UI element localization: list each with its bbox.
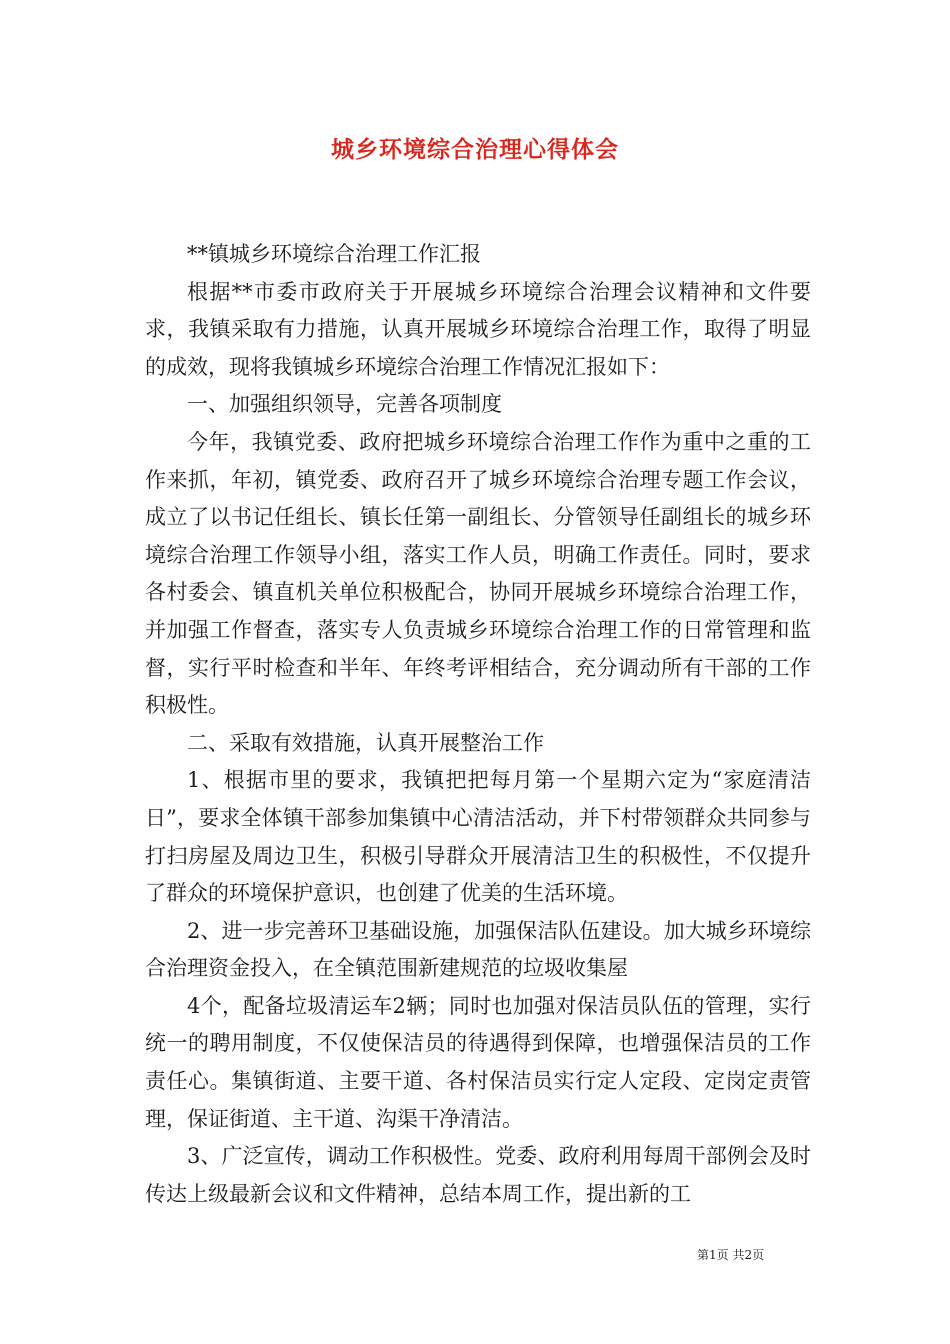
- report-heading: **镇城乡环境综合治理工作汇报: [187, 242, 481, 266]
- item-3-paragraph: 3、广泛宣传，调动工作积极性。党委、政府利用每周干部例会及时传达上级最新会议和文件精神，总结本周工作，提出新的工: [145, 1144, 811, 1206]
- item-2-paragraph: 2、进一步完善环卫基础设施，加强保洁队伍建设。加大城乡环境综合治理资金投入，在全镇范围新建规范的垃圾收集屋: [145, 918, 811, 981]
- document-body: [145, 236, 811, 1213]
- section-1-paragraph: 今年，我镇党委、政府把城乡环境综合治理工作作为重中之重的工作来抓，年初，镇党委、政府召开了城乡环境综合治理专题工作会议，成立了以书记任组长、镇长任第一副组长、分管领导任副组长的城乡环境综合治理工作领导小组，落实工作人员，明确工作责任。同时，要求各村委会、镇直机关单位积极配合，协同开展城乡环境综合治理工作，并加强工作督查，落实专人负责城乡环境综合治理工作的日常管理和监督，实行平时检查和半年、年终考评相结合，充分调动所有干部的工作积极性。: [145, 429, 811, 718]
- section-heading-1: 一、加强组织领导，完善各项制度: [187, 392, 502, 417]
- item-2-continuation: 4个，配备垃圾清运车2辆；同时也加强对保洁员队伍的管理，实行统一的聘用制度，不仅使保洁员的待遇得到保障，也增强保洁员的工作责任心。集镇街道、主要干道、各村保洁员实行定人定段、定岗定责管理，保证街道、主干道、沟渠干净清洁。: [145, 993, 811, 1131]
- intro-paragraph: 根据**市委市政府关于开展城乡环境综合治理会议精神和文件要求，我镇采取有力措施，认真开展城乡环境综合治理工作，取得了明显的成效，现将我镇城乡环境综合治理工作情况汇报如下：: [145, 279, 811, 379]
- section-heading-2: 二、采取有效措施，认真开展整治工作: [187, 730, 544, 755]
- page-number: 第1页 共2页: [697, 1248, 765, 1262]
- document-title: 城乡环境综合治理心得体会: [331, 136, 619, 163]
- item-1-paragraph: 1、根据市里的要求，我镇把把每月第一个星期六定为“家庭清洁日”，要求全体镇干部参加集镇中心清洁活动，并下村带领群众共同参与打扫房屋及周边卫生，积极引导群众开展清洁卫生的积极性，不仅提升了群众的环境保护意识，也创建了优美的生活环境。: [145, 768, 811, 906]
